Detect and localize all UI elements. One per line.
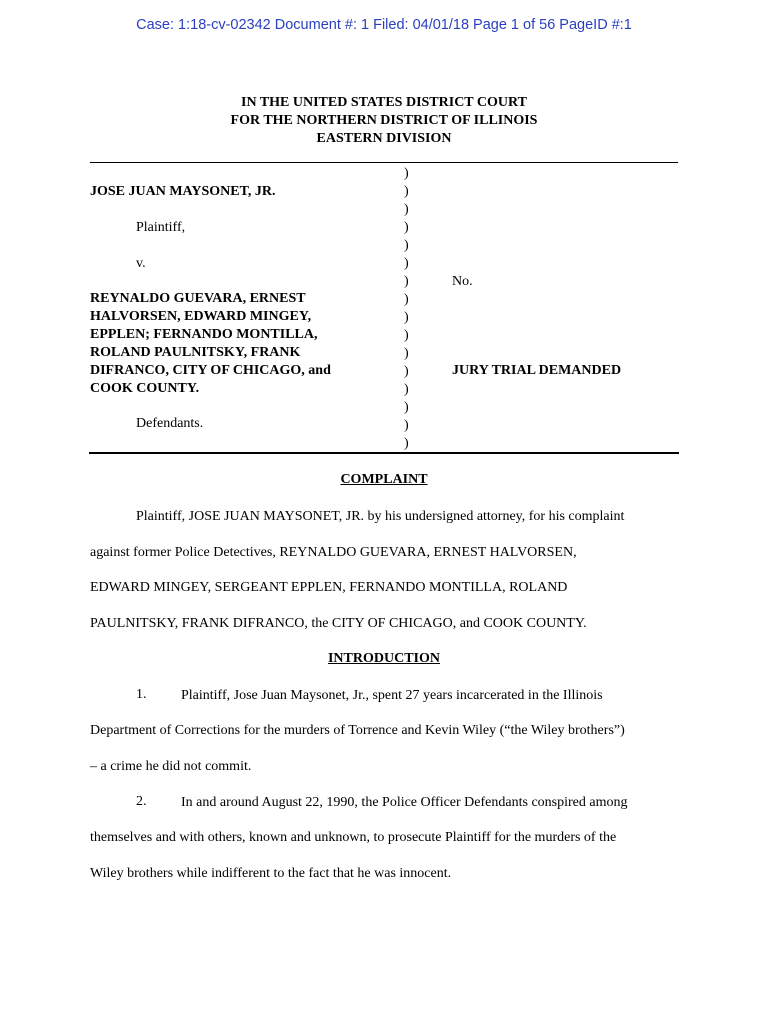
paragraph-1-line: Department of Corrections for the murders of Torrence and Kevin Wiley (“the Wiley brothers”) [90, 723, 625, 738]
paren: ) [404, 418, 409, 433]
paren: ) [404, 310, 409, 325]
court-line-2: FOR THE NORTHERN DISTRICT OF ILLINOIS [230, 113, 538, 128]
complaint-title: COMPLAINT [340, 472, 428, 487]
paren: ) [404, 220, 409, 235]
paren: ) [404, 184, 409, 199]
paren: ) [404, 328, 409, 343]
paren: ) [404, 364, 409, 379]
complaint-line: EDWARD MINGEY, SERGEANT EPPLEN, FERNANDO MONTILLA, ROLAND [90, 580, 568, 595]
versus: v. [136, 256, 146, 271]
jury-demand: JURY TRIAL DEMANDED [452, 363, 622, 378]
complaint-line: Plaintiff, JOSE JUAN MAYSONET, JR. by his undersigned attorney, for his complaint [136, 509, 625, 524]
paragraph-1-line: – a crime he did not commit. [90, 759, 252, 774]
plaintiff-label: Plaintiff, [136, 220, 186, 235]
defendants-list [90, 290, 331, 398]
caption-bottom-rule [89, 452, 679, 454]
defendant-line: DIFRANCO, CITY OF CHICAGO, and [90, 363, 331, 378]
introduction-title: INTRODUCTION [327, 651, 440, 666]
paragraph-2-line: Wiley brothers while indifferent to the fact that he was innocent. [90, 866, 452, 881]
case-header: Case: 1:18-cv-02342 Document #: 1 Filed: 04/01/18 Page 1 of 56 PageID #:1 [136, 17, 632, 33]
defendants-label: Defendants. [136, 416, 204, 431]
paren: ) [404, 202, 409, 217]
caption-parens-column [404, 165, 409, 453]
court-heading [0, 94, 768, 148]
paragraph-number: 1. [136, 687, 147, 702]
paren: ) [404, 436, 409, 451]
paren: ) [404, 274, 409, 289]
court-line-1: IN THE UNITED STATES DISTRICT COURT [241, 95, 527, 110]
defendant-line: REYNALDO GUEVARA, ERNEST [90, 291, 306, 306]
court-line-3: EASTERN DIVISION [316, 131, 452, 146]
caption-top-rule [90, 162, 678, 163]
paragraph-number: 2. [136, 794, 147, 809]
paren: ) [404, 166, 409, 181]
defendant-line: COOK COUNTY. [90, 381, 200, 396]
defendant-line: HALVORSEN, EDWARD MINGEY, [90, 309, 312, 324]
paren: ) [404, 346, 409, 361]
defendant-line: ROLAND PAULNITSKY, FRANK [90, 345, 301, 360]
paren: ) [404, 256, 409, 271]
complaint-line: PAULNITSKY, FRANK DIFRANCO, the CITY OF CHICAGO, and COOK COUNTY. [90, 616, 587, 631]
defendant-line: EPPLEN; FERNANDO MONTILLA, [90, 327, 318, 342]
plaintiff-name: JOSE JUAN MAYSONET, JR. [90, 184, 276, 199]
complaint-line: against former Police Detectives, REYNALDO GUEVARA, ERNEST HALVORSEN, [90, 545, 577, 560]
paragraph-2-line: In and around August 22, 1990, the Police Officer Defendants conspired among [181, 795, 628, 810]
paragraph-1-line: Plaintiff, Jose Juan Maysonet, Jr., spent 27 years incarcerated in the Illinois [181, 688, 603, 703]
paren: ) [404, 238, 409, 253]
paren: ) [404, 292, 409, 307]
paragraph-2-line: themselves and with others, known and unknown, to prosecute Plaintiff for the murders of the [90, 830, 617, 845]
paren: ) [404, 400, 409, 415]
paren: ) [404, 382, 409, 397]
case-number-label: No. [452, 274, 473, 289]
